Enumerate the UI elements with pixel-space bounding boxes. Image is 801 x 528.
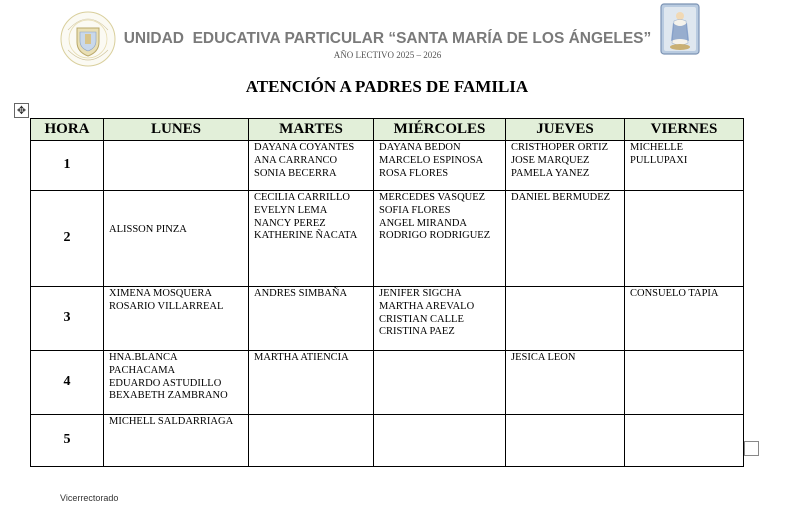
- virgin-mary-image-icon: [660, 3, 700, 55]
- martes-cell: MARTHA ATIENCIA: [249, 351, 374, 415]
- martes-cell: CECILIA CARRILLO EVELYN LEMA NANCY PEREZ KATHERINE ÑACATA: [249, 191, 374, 287]
- table-resize-handle-icon[interactable]: [744, 441, 759, 456]
- table-row: [31, 415, 744, 467]
- lunes-cell: ALISSON PINZA: [104, 191, 249, 287]
- footer-text: Vicerrectorado: [60, 493, 119, 503]
- header-lunes: LUNES: [104, 119, 249, 141]
- lunes-cell: [104, 141, 249, 191]
- school-year: AÑO LECTIVO 2025 – 2026: [333, 50, 442, 60]
- hora-cell: 1: [31, 141, 104, 191]
- viernes-cell: [625, 351, 744, 415]
- jueves-cell: [506, 415, 625, 467]
- table-row: [31, 351, 744, 415]
- miercoles-cell: MERCEDES VASQUEZ SOFIA FLORES ANGEL MIRANDA RODRIGO RODRIGUEZ: [374, 191, 506, 287]
- miercoles-cell: [374, 415, 506, 467]
- miercoles-cell: JENIFER SIGCHA MARTHA AREVALO CRISTIAN CALLE CRISTINA PAEZ: [374, 287, 506, 351]
- table-header-row: [31, 119, 744, 141]
- header-viernes: VIERNES: [625, 119, 744, 141]
- lunes-cell: MICHELL SALDARRIAGA: [104, 415, 249, 467]
- martes-cell: DAYANA COYANTES ANA CARRANCO SONIA BECERRA: [249, 141, 374, 191]
- page-title: ATENCIÓN A PADRES DE FAMILIA: [245, 77, 529, 96]
- table-move-handle-icon[interactable]: ✥: [14, 103, 29, 118]
- jueves-cell: CRISTHOPER ORTIZ JOSE MARQUEZ PAMELA YANEZ: [506, 141, 625, 191]
- viernes-cell: MICHELLE PULLUPAXI: [625, 141, 744, 191]
- lunes-cell: XIMENA MOSQUERA ROSARIO VILLARREAL: [104, 287, 249, 351]
- martes-cell: [249, 415, 374, 467]
- martes-cell: ANDRES SIMBAÑA: [249, 287, 374, 351]
- lunes-cell: HNA.BLANCA PACHACAMA EDUARDO ASTUDILLO BEXABETH ZAMBRANO: [104, 351, 249, 415]
- school-crest-icon: [58, 10, 118, 68]
- hora-cell: 3: [31, 287, 104, 351]
- jueves-cell: JESICA LEON: [506, 351, 625, 415]
- table-row: [31, 287, 744, 351]
- hora-cell: 5: [31, 415, 104, 467]
- hora-cell: 2: [31, 191, 104, 287]
- viernes-cell: [625, 415, 744, 467]
- header-jueves: JUEVES: [506, 119, 625, 141]
- miercoles-cell: DAYANA BEDON MARCELO ESPINOSA ROSA FLORES: [374, 141, 506, 191]
- header-miercoles: MIÉRCOLES: [374, 119, 506, 141]
- table-row: [31, 141, 744, 191]
- jueves-cell: DANIEL BERMUDEZ: [506, 191, 625, 287]
- header-hora: HORA: [31, 119, 104, 141]
- viernes-cell: CONSUELO TAPIA: [625, 287, 744, 351]
- viernes-cell: [625, 191, 744, 287]
- school-name: UNIDAD EDUCATIVA PARTICULAR “SANTA MARÍA DE LOS ÁNGELES”: [123, 30, 652, 47]
- hora-cell: 4: [31, 351, 104, 415]
- header-martes: MARTES: [249, 119, 374, 141]
- miercoles-cell: [374, 351, 506, 415]
- table-row: [31, 191, 744, 287]
- schedule-table: [30, 118, 744, 467]
- jueves-cell: [506, 287, 625, 351]
